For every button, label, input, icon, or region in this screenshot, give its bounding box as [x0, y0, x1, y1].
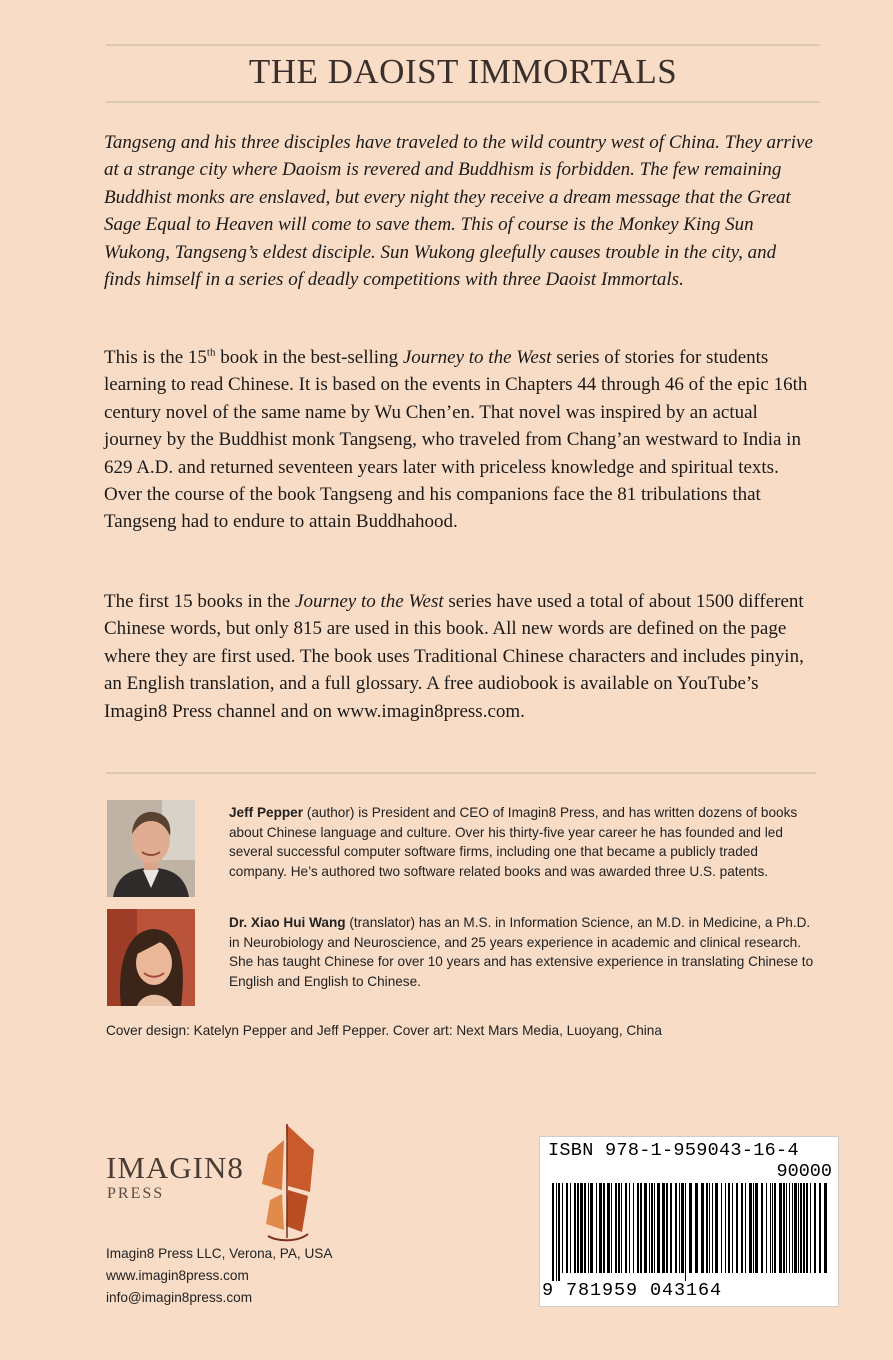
series-text-1: This is the 15 — [104, 347, 207, 368]
words-text-1: The first 15 books in the — [104, 591, 296, 612]
barcode-bar — [798, 1183, 799, 1273]
translator-photo — [107, 909, 195, 1006]
barcode-bar — [611, 1183, 612, 1273]
isbn-number: ISBN 978-1-959043-16-4 — [548, 1140, 799, 1161]
translator-bio — [229, 913, 819, 991]
barcode-bar — [662, 1183, 665, 1273]
publisher-email: info@imagin8press.com — [106, 1290, 253, 1305]
series-paragraph — [104, 344, 816, 536]
publisher-website: www.imagin8press.com — [106, 1268, 249, 1283]
barcode-bar — [732, 1183, 733, 1273]
barcode-bar — [637, 1183, 639, 1273]
barcode-bar — [766, 1183, 767, 1273]
barcode-bar — [629, 1183, 630, 1273]
barcode-bar — [789, 1183, 790, 1273]
barcode-bar — [779, 1183, 782, 1273]
barcode-bar — [721, 1183, 722, 1273]
barcode-bar — [810, 1183, 811, 1273]
barcode-bar — [651, 1183, 653, 1273]
barcode-bar — [725, 1183, 726, 1273]
barcode-bar — [580, 1183, 583, 1273]
barcode-bar — [792, 1183, 793, 1273]
barcode-bar — [783, 1183, 785, 1273]
translator-bio-text: (translator) has an M.S. in Information Science, an M.D. in Medicine, a Ph.D. in Neurobiology and Neuroscience, and 25 years experience in academic and clinical research. She has taught Chinese for over 10 years and has extensive experience in translating Chinese to English and English to Chinese. — [229, 915, 814, 989]
blurb-paragraph: Tangseng and his three disciples have traveled to the wild country west of China. They arrive at a strange city where Daoism is revered and Buddhism is forbidden. The few remaining Buddhist monks are enslaved, but every night they receive a dream message that the Great Sage Equal to Heaven will come to save them. This of course is the Monkey King Sun Wukong, Tangseng’s eldest disciple. Sun Wukong gleefully causes trouble in the city, and finds himself in a series of deadly competitions with three Daoist Immortals. — [104, 132, 813, 291]
barcode-bar — [666, 1183, 668, 1273]
author-name: Jeff Pepper — [229, 805, 304, 820]
barcode-digits: 9 781959 043164 — [542, 1280, 723, 1301]
barcode-bar — [689, 1183, 692, 1273]
author-photo — [107, 800, 195, 897]
barcode-bar — [706, 1183, 708, 1273]
bio-divider — [106, 772, 816, 774]
barcode-bar — [621, 1183, 622, 1273]
barcode-bar — [556, 1183, 557, 1281]
barcode-bar — [644, 1183, 647, 1273]
barcode-bar — [728, 1183, 730, 1273]
barcode-bar — [715, 1183, 718, 1273]
barcode-bar — [800, 1183, 802, 1273]
barcode-bar — [654, 1183, 655, 1273]
barcode-bar — [625, 1183, 627, 1273]
barcode-bar — [596, 1183, 597, 1273]
barcode-bar — [712, 1183, 713, 1273]
barcode-bar — [633, 1183, 634, 1273]
barcode-bar — [552, 1183, 554, 1281]
price-code: 90000 — [776, 1161, 832, 1182]
series-text-3: series of stories for students learning to read Chinese. It is based on the events in Chapters 44 through 46 of the epic 16th century novel of the same name by Wu Chen’en. That novel was inspired by an actual journey by the Buddhist monk Tangseng, who traveled from Chang’an westward to India in 629 A.D. and returned seventeen years later with priceless knowledge and spiritual texts. Over the course of the book Tangseng and his companions face the 81 tribulations that Tangseng had to endure to attain Buddhahood. — [104, 347, 808, 533]
barcode-bar — [772, 1183, 773, 1273]
barcode-bar — [584, 1183, 586, 1273]
barcode-bar — [753, 1183, 754, 1273]
barcode-bar — [745, 1183, 746, 1273]
title-divider — [106, 101, 820, 103]
barcode-bar — [786, 1183, 787, 1273]
barcode-bar — [755, 1183, 758, 1273]
words-series-name: Journey to the West — [295, 591, 444, 612]
barcode-bar — [695, 1183, 698, 1273]
translator-name: Dr. Xiao Hui Wang — [229, 915, 346, 930]
barcode-bar — [649, 1183, 650, 1273]
barcode-bar — [770, 1183, 771, 1273]
barcode-bar — [774, 1183, 776, 1273]
barcode-bar — [615, 1183, 617, 1273]
cover-credits: Cover design: Katelyn Pepper and Jeff Pepper. Cover art: Next Mars Media, Luoyang, China — [106, 1023, 662, 1038]
series-text-2: book in the best-selling — [215, 347, 403, 368]
barcode-bar — [577, 1183, 579, 1273]
barcode-bar — [679, 1183, 680, 1273]
book-title: THE DAOIST IMMORTALS — [248, 52, 678, 91]
barcode-bar — [675, 1183, 677, 1273]
logo-name: IMAGIN8 — [106, 1150, 244, 1185]
barcode-bar — [819, 1183, 821, 1273]
junk-ship-icon — [256, 1120, 318, 1248]
barcode-bar — [824, 1183, 827, 1273]
publisher-logo — [106, 1120, 326, 1250]
barcode-bar — [670, 1183, 672, 1273]
barcode-bar — [685, 1183, 686, 1281]
isbn-barcode — [539, 1136, 839, 1307]
author-bio-text: (author) is President and CEO of Imagin8 Press, and has written dozens of books about Chinese language and culture. Over his thirty-five year career he has founded and led several successful computer software firms, including one that became a publicly traded company. He’s authored two software related books and was awarded three U.S. patents. — [229, 805, 798, 879]
series-name: Journey to the West — [402, 347, 552, 368]
ordinal-suffix: th — [206, 346, 216, 359]
publisher-address: Imagin8 Press LLC, Verona, PA, USA — [106, 1246, 333, 1261]
words-text-2: series have used a total of about 1500 different Chinese words, but only 815 are used in this book. All new words are defined on the page where they are first used. The book uses Traditional Chinese characters and includes pinyin, an English translation, and a full glossary. A free audiobook is available on YouTube’s Imagin8 Press channel and on www.imagin8press.com. — [104, 591, 804, 722]
barcode-bar — [588, 1183, 589, 1273]
barcode-bar — [618, 1183, 620, 1273]
barcode-bar — [562, 1183, 563, 1273]
barcode-bar — [599, 1183, 602, 1273]
barcode-bar — [558, 1183, 560, 1281]
barcode-bar — [803, 1183, 805, 1273]
barcode-bar — [566, 1183, 568, 1273]
barcode-bar — [806, 1183, 808, 1273]
barcode-bar — [761, 1183, 763, 1273]
barcode-bar — [741, 1183, 743, 1273]
barcode-bar — [749, 1183, 752, 1273]
barcode-bar — [709, 1183, 710, 1273]
barcode-bar — [574, 1183, 576, 1273]
barcode-bar — [794, 1183, 797, 1273]
barcode-bar — [603, 1183, 605, 1273]
barcode-bar — [657, 1183, 660, 1273]
barcode-bar — [590, 1183, 593, 1273]
logo-press: PRESS — [107, 1185, 165, 1202]
barcode-bar — [681, 1183, 684, 1273]
top-divider — [106, 44, 820, 46]
barcode-bar — [736, 1183, 738, 1273]
barcode-bar — [701, 1183, 704, 1273]
barcode-bar — [607, 1183, 610, 1273]
barcode-bar — [814, 1183, 816, 1273]
barcode-bar — [640, 1183, 642, 1273]
barcode-bars-icon — [548, 1183, 832, 1281]
barcode-bar — [570, 1183, 571, 1273]
author-bio — [229, 803, 819, 881]
vocabulary-paragraph — [104, 588, 816, 725]
